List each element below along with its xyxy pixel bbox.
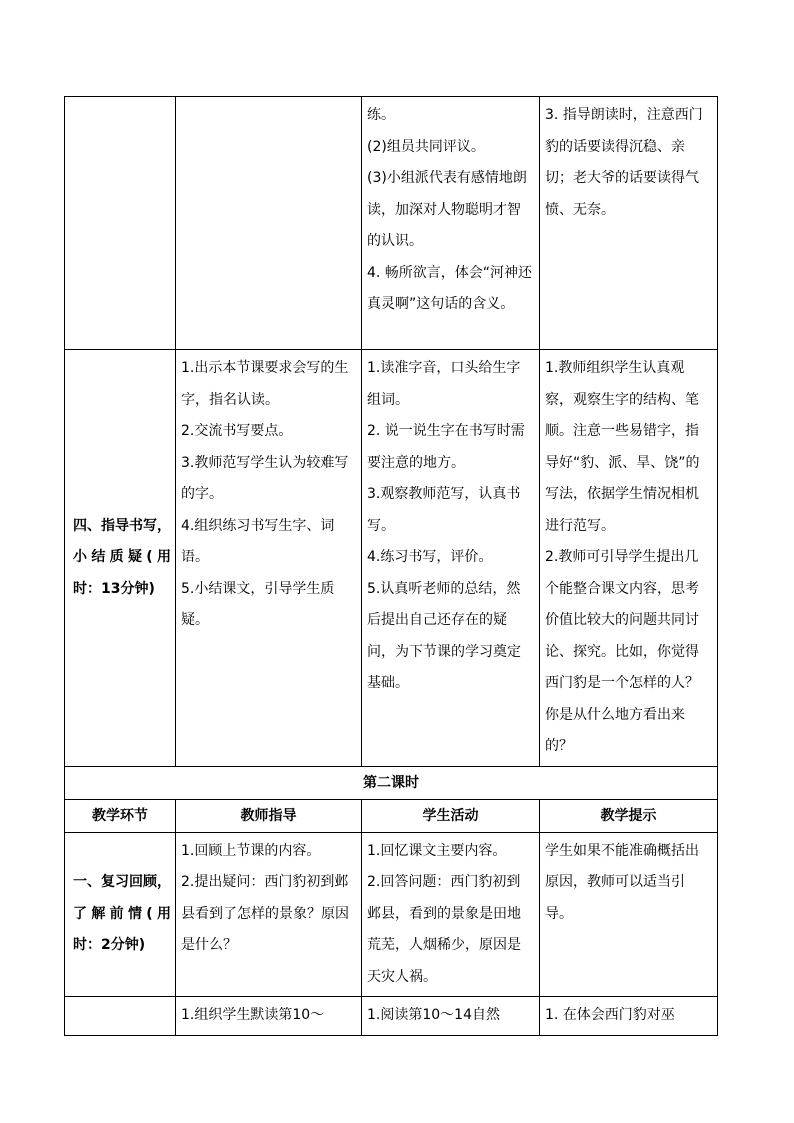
table-row (65, 350, 718, 767)
teaching-tip-cell (540, 350, 718, 767)
column-header: 学生活动 (362, 799, 540, 832)
list-item: 3. 指导朗读时，注意西门豹的话要读得沉稳、亲切；老大爷的话要读得气愤、无奈。 (545, 107, 703, 218)
teacher-guidance-cell (176, 997, 362, 1036)
list-item: 3.观察教师范写，认真书写。 (367, 486, 521, 534)
list-item: 2.提出疑问：西门豹初到邺县看到了怎样的景象？原因是什么？ (181, 874, 349, 953)
student-activity-cell (362, 350, 540, 767)
list-item: 1.组织学生默读第10～ (181, 1007, 325, 1023)
column-header: 教学提示 (540, 799, 718, 832)
student-activity-cell (362, 997, 540, 1036)
teacher-guidance-cell (176, 350, 362, 767)
list-item: 1.回忆课文主要内容。 (367, 842, 507, 859)
list-item: 2.回答问题：西门豹初到邺县，看到的景象是田地荒芜，人烟稀少，原因是天灾人祸。 (367, 874, 521, 985)
teaching-tip-cell (540, 832, 718, 997)
teacher-guidance-cell (176, 832, 362, 997)
stage-label: 四、指导书写，小结质疑(用时：13分钟) (65, 350, 176, 767)
list-item: 3.教师范写学生认为较难写的字。 (181, 454, 349, 502)
list-item: 练。 (367, 107, 395, 123)
list-item: 5.认真听老师的总结，然后提出自己还存在的疑问，为下节课的学习奠定基础。 (367, 580, 521, 691)
teacher-guidance-cell (176, 97, 362, 350)
list-item: 1.出示本节课要求会写的生字，指名认读。 (181, 360, 349, 408)
list-item: (2)组员共同评议。 (367, 138, 485, 155)
section-title: 第二课时 (65, 766, 718, 799)
table-row (65, 832, 718, 997)
column-header: 教学环节 (65, 799, 176, 832)
student-activity-cell (362, 97, 540, 350)
stage-label: 一、复习回顾，了解前情(用时：2分钟) (65, 832, 176, 997)
list-item: 1.教师组织学生认真观察，观察生字的结构、笔顺。注意一些易错字，指导好“豹、派、旱、饶”的写法，依据学生情况相机进行范写。 (545, 360, 700, 534)
list-item: 1.回顾上节课的内容。 (181, 842, 321, 859)
list-item: 1.阅读第10～14自然 (367, 1007, 500, 1023)
list-item: 学生如果不能准确概括出原因，教师可以适当引导。 (545, 842, 699, 922)
list-item: 1.读准字音，口头给生字组词。 (367, 360, 521, 408)
teaching-tip-cell (540, 97, 718, 350)
section-row (65, 766, 718, 799)
list-item: 1. 在体会西门豹对巫 (545, 1007, 675, 1023)
student-activity-cell (362, 832, 540, 997)
table-row (65, 997, 718, 1036)
list-item: 2.交流书写要点。 (181, 423, 293, 439)
list-item: 4.组织练习书写生字、词语。 (181, 517, 335, 565)
stage-cell (65, 97, 176, 350)
header-row (65, 799, 718, 832)
list-item: 5.小结课文，引导学生质疑。 (181, 580, 335, 628)
list-item: 4. 畅所欲言，体会“河神还真灵啊”这句话的含义。 (367, 264, 533, 312)
teaching-tip-cell (540, 997, 718, 1036)
list-item: 2.教师可引导学生提出几个能整合课文内容，思考价值比较大的问题共同讨论、探究。比如，你觉得西门豹是一个怎样的人？你是从什么地方看出来的？ (545, 549, 699, 754)
list-item: (3)小组派代表有感情地朗读，加深对人物聪明才智的认识。 (367, 170, 527, 249)
list-item: 4.练习书写，评价。 (367, 549, 493, 565)
list-item: 2. 说一说生字在书写时需要注意的地方。 (367, 423, 525, 471)
table-row (65, 97, 718, 350)
lesson-plan-table (64, 96, 718, 1036)
stage-cell (65, 997, 176, 1036)
column-header: 教师指导 (176, 799, 362, 832)
